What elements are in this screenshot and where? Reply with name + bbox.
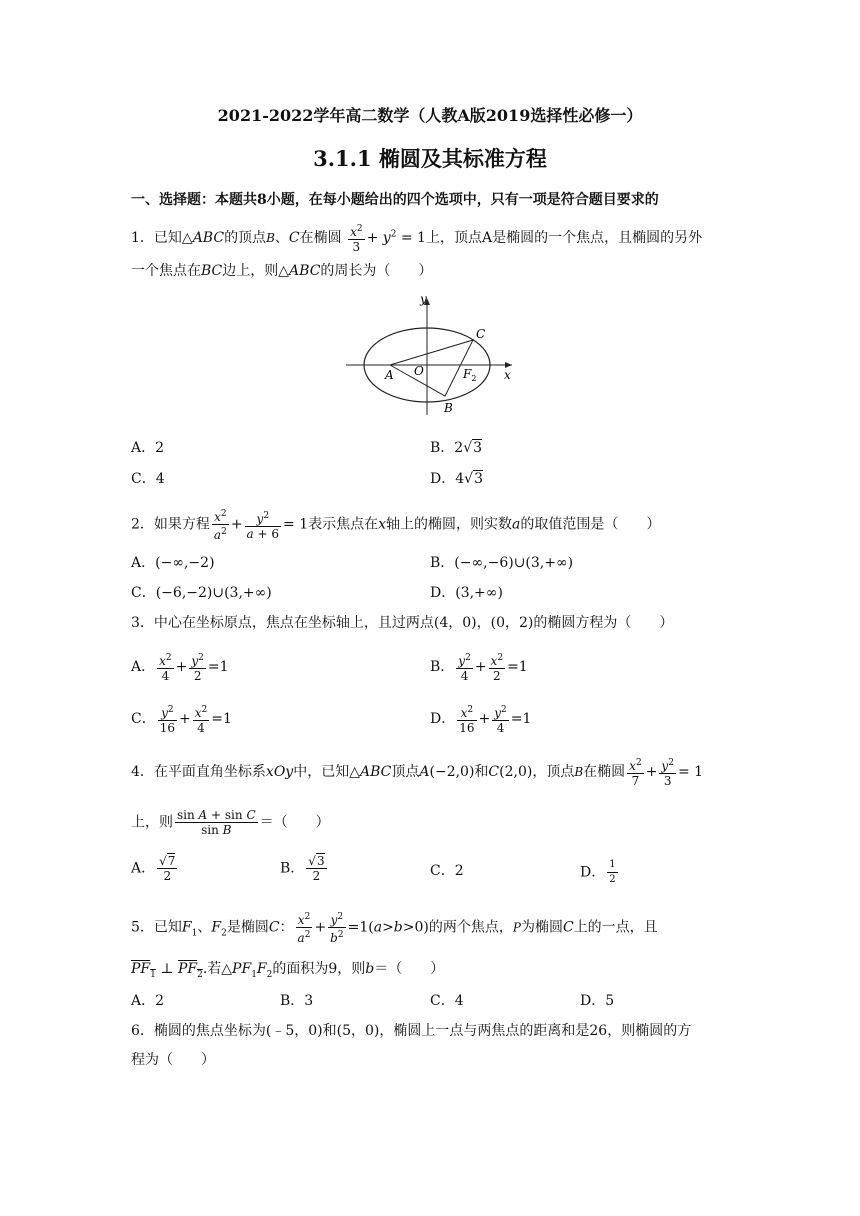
q4-option-d: D． $\frac{1}{2}$ [580,859,616,885]
q3-option-b: B． $\frac{y^2}{4}$ + $\frac{x^2}{2}$ =1 [430,653,528,683]
triangle-abc [390,340,473,396]
q3-option-d: D． $\frac{x^2}{16}$ + $\frac{y^2}{4}$ =1 [430,705,532,735]
q1-option-d: D．4√3 [430,471,483,487]
label-y: y [420,295,427,306]
section-heading: 一、选择题：本题共8小题，在每小题给出的四个选项中，只有一项是符合题目要求的 [131,192,659,208]
label-o: O [414,364,424,378]
question-1-line2: 一个焦点在BC边上，则△ABC的周长为（ ） [131,263,433,279]
q1-option-b: B．2√3 [430,440,483,456]
label-f2: $F_2$ [463,367,477,383]
q4-option-b: B． $\frac{√3}{2}$ [280,854,325,883]
label-c: C [476,327,486,341]
doc-title: 2021-2022学年高二数学（人教A版2019选择性必修一） [217,106,643,125]
lesson-title: 3.1.1 椭圆及其标准方程 [313,146,547,171]
q3-option-c: C． $\frac{y^2}{16}$ + $\frac{x^2}{4}$ =1 [131,705,232,735]
q1-option-c: C．4 [131,471,165,487]
question-6-line2: 程为（ ） [131,1052,215,1068]
q1-option-a: A．2 [131,440,165,456]
q4-option-a: A． $\frac{√7}{2}$ [131,854,176,883]
q2-option-a: A．(−∞,−2) [131,555,215,571]
question-3: 3．中心在坐标原点，焦点在坐标轴上，且过两点(4，0)，(0，2)的椭圆方程为（ ） [131,615,674,631]
question-5-line2: $PF_1$ ⊥ $PF_2$.若$\triangle PF_1F_2$的面积为9，则b＝（ ） [131,961,445,980]
label-b: B [444,401,453,415]
label-a: A [385,368,394,382]
q5-option-d: D．5 [580,993,615,1009]
q2-option-b: B．(−∞,−6)∪(3,+∞) [430,555,574,571]
q2-option-d: D．(3,+∞) [430,585,503,601]
q3-option-a: A． $\frac{x^2}{4}$ + $\frac{y^2}{2}$ =1 [131,653,229,683]
q5-option-c: C．4 [430,993,464,1009]
q5-option-b: B．3 [280,993,314,1009]
question-4-line2: 上，则 $\frac{\text{sin A + sin C}}{\text{sin B}}$ ＝（ ） [131,808,330,837]
label-x: x [504,368,511,382]
question-1-line1: 1．已知△ABC的顶点B、C在椭圆 $\frac{x^2}{3}$ + $y^2 = 1$上，顶点A是椭圆的一个焦点，且椭圆的另外 [131,224,703,254]
ellipse-triangle-figure [340,295,520,420]
question-5-line1: 5．已知$F_1$、$F_2$是椭圆C： $\frac{x^2}{a^2}$ + $\frac{y^2}{b^2}$ =1(a>b>0)的两个焦点，P为椭圆C上的一点，且 [131,912,658,945]
q2-option-c: C．(−6,−2)∪(3,+∞) [131,585,272,601]
question-6-line1: 6．椭圆的焦点坐标为(﹣5，0)和(5，0)，椭圆上一点与两焦点的距离和是26，则椭圆的方 [131,1023,692,1039]
q4-option-c: C．2 [430,863,464,879]
question-4-line1: 4．在平面直角坐标系xOy中，已知△ABC顶点A(−2,0)和C(2,0)，顶点B在椭圆 $\frac{x^2}{7}$ + $\frac{y^2}{3}$ = 1 [131,758,704,788]
q5-option-a: A．2 [131,993,165,1009]
question-2: 2．如果方程 $\frac{x^2}{a^2}$ + $\frac{y^2}{a + 6}$ = 1表示焦点在x轴上的椭圆，则实数a的取值范围是（ ） [131,509,661,542]
